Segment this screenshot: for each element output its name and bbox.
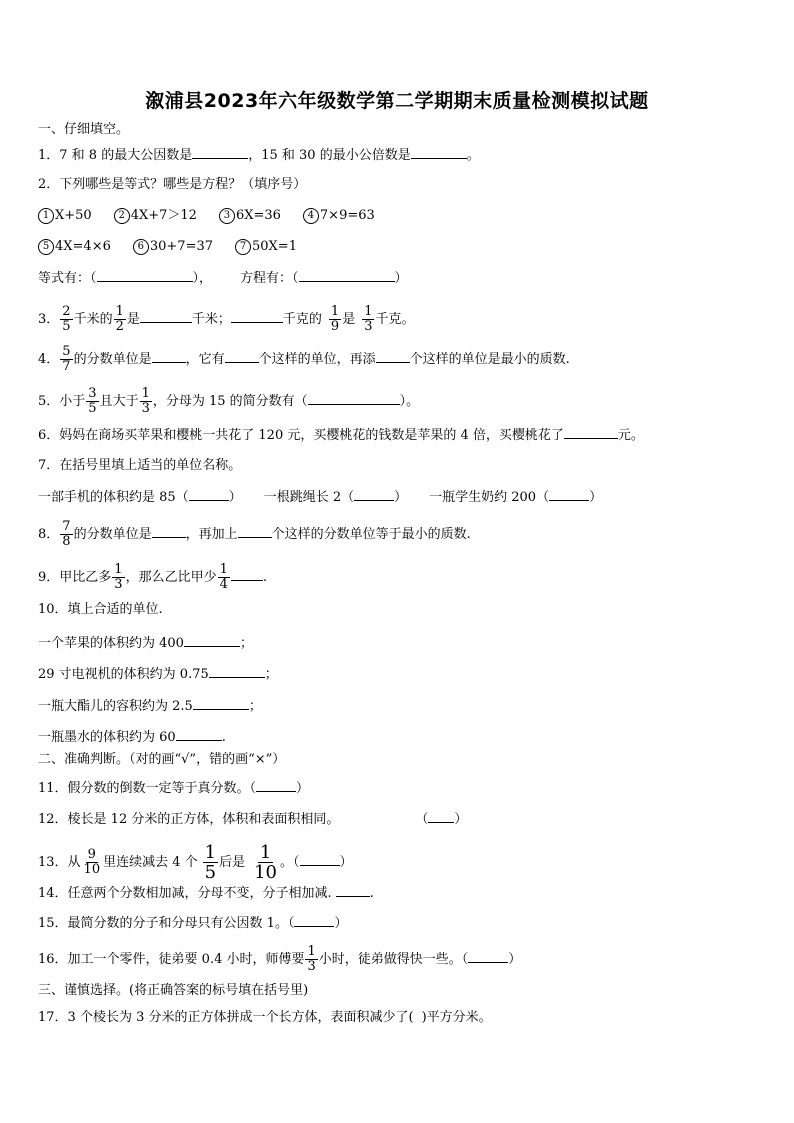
q5-text: 5．小于: [38, 394, 86, 409]
answer-blank[interactable]: [209, 664, 265, 678]
question-1: [38, 145, 480, 165]
q2-answer-row: [38, 268, 408, 288]
q10-text: 一瓶墨水的体积约为 60: [38, 730, 176, 745]
q10-text: 一瓶大酯儿的容积约为 2.5: [38, 699, 193, 714]
answer-blank[interactable]: [411, 145, 467, 159]
answer-blank[interactable]: [140, 309, 192, 323]
question-4: [38, 344, 570, 374]
q10-text: ；: [248, 699, 262, 714]
q10-text: .: [221, 730, 226, 745]
formula-label: 方程有：（: [240, 271, 299, 286]
q4-text: 个这样的单位，再添: [258, 352, 376, 367]
q8-number: 8．: [38, 527, 60, 542]
q10-text: 29 寸电视机的体积约为 0.75: [38, 667, 209, 682]
q2-options-row-1: [38, 206, 375, 226]
option-expression: 7×9=63: [319, 208, 375, 223]
q5-text: ，分母为 15 的简分数有（: [152, 394, 308, 409]
circled-number: 7: [235, 239, 251, 255]
fraction: $\frac{1}{4}$: [219, 562, 228, 592]
circled-number: 5: [38, 239, 54, 255]
q7-item-text: ）: [228, 490, 242, 505]
q3-text: 千克的: [282, 312, 322, 327]
q14-text: 14．任意两个分数相加减，分母不变，分子相加减.: [38, 886, 332, 901]
q13-text: 里连续减去 4 个: [103, 855, 198, 870]
q4-text: ，它有: [185, 352, 225, 367]
fraction: $\frac{9}{10}$: [83, 847, 101, 877]
fraction: $\frac{1}{10}$: [254, 842, 278, 883]
answer-blank[interactable]: [193, 696, 249, 710]
q2-options-row-2: [38, 237, 297, 257]
q3-number: 3．: [38, 312, 60, 327]
q10-text: 一个苹果的体积约为 400: [38, 636, 184, 651]
question-3: [38, 304, 415, 334]
q1-text-b: ，15 和 30 的最小公倍数是: [248, 148, 411, 163]
q10-text: ；: [239, 636, 253, 651]
q8-text: ，再加上: [185, 527, 238, 542]
q12-text: 12．棱长是 12 分米的正方体，体积和表面积相同。: [38, 812, 340, 827]
equation-label: 等式有：（: [38, 271, 97, 286]
fraction: $\frac{1}{2}$: [115, 304, 124, 334]
answer-blank[interactable]: [336, 883, 370, 897]
q1-text-a: 1．7 和 8 的最大公因数是: [38, 148, 193, 163]
q13-text: ）: [339, 855, 353, 870]
q7-items: [38, 487, 602, 507]
circled-number: 4: [303, 208, 319, 224]
answer-blank[interactable]: [184, 633, 240, 647]
answer-blank[interactable]: [294, 913, 334, 927]
q6-text: 6．妈妈在商场买苹果和樱桃一共花了 120 元，买樱桃花的钱数是苹果的 4 倍，买樱桃花了: [38, 428, 564, 443]
option-expression: X+50: [55, 208, 92, 223]
q16-text: ）: [508, 952, 522, 967]
q3-text: 千米的: [73, 312, 113, 327]
fraction: $\frac{1}{3}$: [364, 304, 373, 334]
option-expression: 4X+7＞12: [130, 208, 197, 223]
q3-text: 千米；: [191, 312, 231, 327]
q4-text: 个这样的单位是最小的质数.: [409, 352, 570, 367]
q10-item-c: [38, 696, 262, 716]
section-heading-2: 二、准确判断。（对的画“√”，错的画“×”）: [38, 752, 286, 767]
question-5: [38, 386, 420, 416]
answer-blank[interactable]: [225, 349, 259, 363]
answer-blank[interactable]: [97, 268, 193, 282]
question-11: [38, 778, 309, 798]
q7-item-text: 一部手机的体积约是 85（: [38, 490, 189, 505]
q10-text: ；: [264, 667, 278, 682]
answer-blank[interactable]: [256, 778, 296, 792]
q9-text: ，那么乙比甲少: [125, 570, 217, 585]
question-6: [38, 425, 644, 445]
fraction: $\frac{1}{3}$: [307, 944, 316, 974]
q10-item-a: [38, 633, 253, 653]
answer-blank[interactable]: [308, 391, 400, 405]
answer-blank[interactable]: [231, 567, 263, 581]
q8-text: 的分数单位是: [73, 527, 152, 542]
answer-blank[interactable]: [238, 524, 272, 538]
q13-text: 。（: [280, 855, 300, 870]
option-expression: 30+7=37: [149, 239, 213, 254]
q1-text-c: 。: [466, 148, 480, 163]
q10-item-b: [38, 664, 278, 684]
q7-item-text: 一根跳绳长 2（: [263, 490, 355, 505]
q6-text: 元。: [617, 428, 644, 443]
q5-text: 且大于: [99, 394, 139, 409]
q16-text: 小时，徒弟做得快一些。（: [318, 952, 469, 967]
q3-text: 千克。: [375, 312, 415, 327]
option-expression: 50X=1: [252, 239, 297, 254]
answer-blank[interactable]: [152, 349, 186, 363]
answer-blank[interactable]: [189, 487, 229, 501]
fraction: $\frac{1}{5}$: [204, 842, 217, 883]
q13-text: 后是: [219, 855, 246, 870]
q3-text: 是: [126, 312, 140, 327]
q12-text: （: [415, 812, 429, 827]
option-expression: 6X=36: [235, 208, 281, 223]
q16-text: 16．加工一个零件，徒弟要 0.4 小时，师傅要: [38, 952, 305, 967]
fraction: $\frac{2}{5}$: [62, 304, 71, 334]
fraction: $\frac{7}{8}$: [62, 519, 71, 549]
question-16: [38, 945, 521, 975]
q17-text: )平方分米。: [421, 1010, 492, 1025]
section-heading-1: 一、仔细填空。: [38, 122, 130, 137]
q10-item-d: [38, 727, 226, 747]
section-heading-3: 三、谨慎选择。(将正确答案的标号填在括号里): [38, 983, 309, 998]
q15-text: ）: [334, 916, 348, 931]
circled-number: 6: [133, 239, 149, 255]
q3-text: 是: [342, 312, 356, 327]
answer-blank[interactable]: [354, 487, 394, 501]
answer-blank[interactable]: [428, 809, 454, 823]
question-2: 2．下列哪些是等式？哪些是方程？（填序号）: [38, 177, 307, 192]
q9-text: 9．甲比乙多: [38, 570, 112, 585]
q4-number: 4．: [38, 352, 60, 367]
question-8: [38, 519, 471, 549]
question-12: [38, 809, 467, 829]
answer-blank[interactable]: [376, 349, 410, 363]
q5-text: ）。: [399, 394, 420, 409]
fraction: $\frac{5}{7}$: [62, 344, 71, 374]
circled-number: 2: [114, 208, 130, 224]
formula-end: ）: [394, 271, 408, 286]
answer-blank[interactable]: [299, 268, 395, 282]
fraction: $\frac{1}{9}$: [330, 304, 340, 334]
q4-text: 的分数单位是: [73, 352, 152, 367]
q15-text: 15．最简分数的分子和分母只有公因数 1。（: [38, 916, 295, 931]
question-7: 7．在括号里填上适当的单位名称。: [38, 458, 242, 473]
question-9: [38, 562, 267, 592]
question-13: [38, 842, 353, 883]
question-17: [38, 1008, 492, 1028]
option-expression: 4X=4×6: [55, 239, 111, 254]
equation-end: ），: [192, 271, 213, 286]
question-10: 10．填上合适的单位.: [38, 602, 163, 617]
q7-item-text: ）: [589, 490, 603, 505]
q7-item-text: ）: [394, 490, 408, 505]
q8-text: 个这样的分数单位等于最小的质数.: [271, 527, 471, 542]
answer-blank[interactable]: [468, 949, 508, 963]
fraction: $\frac{1}{3}$: [114, 562, 123, 592]
answer-blank[interactable]: [176, 727, 222, 741]
question-14: [38, 883, 374, 903]
q7-item-text: 一瓶学生奶约 200（: [429, 490, 550, 505]
q17-text: 17．3 个棱长为 3 分米的正方体拼成一个长方体，表面积减少了(: [38, 1010, 414, 1025]
answer-blank[interactable]: [192, 145, 248, 159]
answer-blank[interactable]: [300, 852, 340, 866]
q13-text: 13．从: [38, 855, 81, 870]
fraction: $\frac{3}{5}$: [88, 386, 97, 416]
question-15: [38, 913, 347, 933]
q11-text: 11．假分数的倒数一定等于真分数。（: [38, 781, 257, 796]
q14-text: .: [369, 886, 374, 901]
q9-text: .: [262, 570, 267, 585]
circled-number: 1: [38, 208, 54, 224]
q11-text: ）: [296, 781, 310, 796]
fraction: $\frac{1}{3}$: [141, 386, 150, 416]
answer-blank[interactable]: [549, 487, 589, 501]
page-title: 溆浦县2023年六年级数学第二学期期末质量检测模拟试题: [145, 90, 649, 112]
answer-blank[interactable]: [231, 309, 283, 323]
answer-blank[interactable]: [152, 524, 186, 538]
circled-number: 3: [219, 208, 235, 224]
answer-blank[interactable]: [564, 425, 618, 439]
q12-text: ）: [454, 812, 468, 827]
